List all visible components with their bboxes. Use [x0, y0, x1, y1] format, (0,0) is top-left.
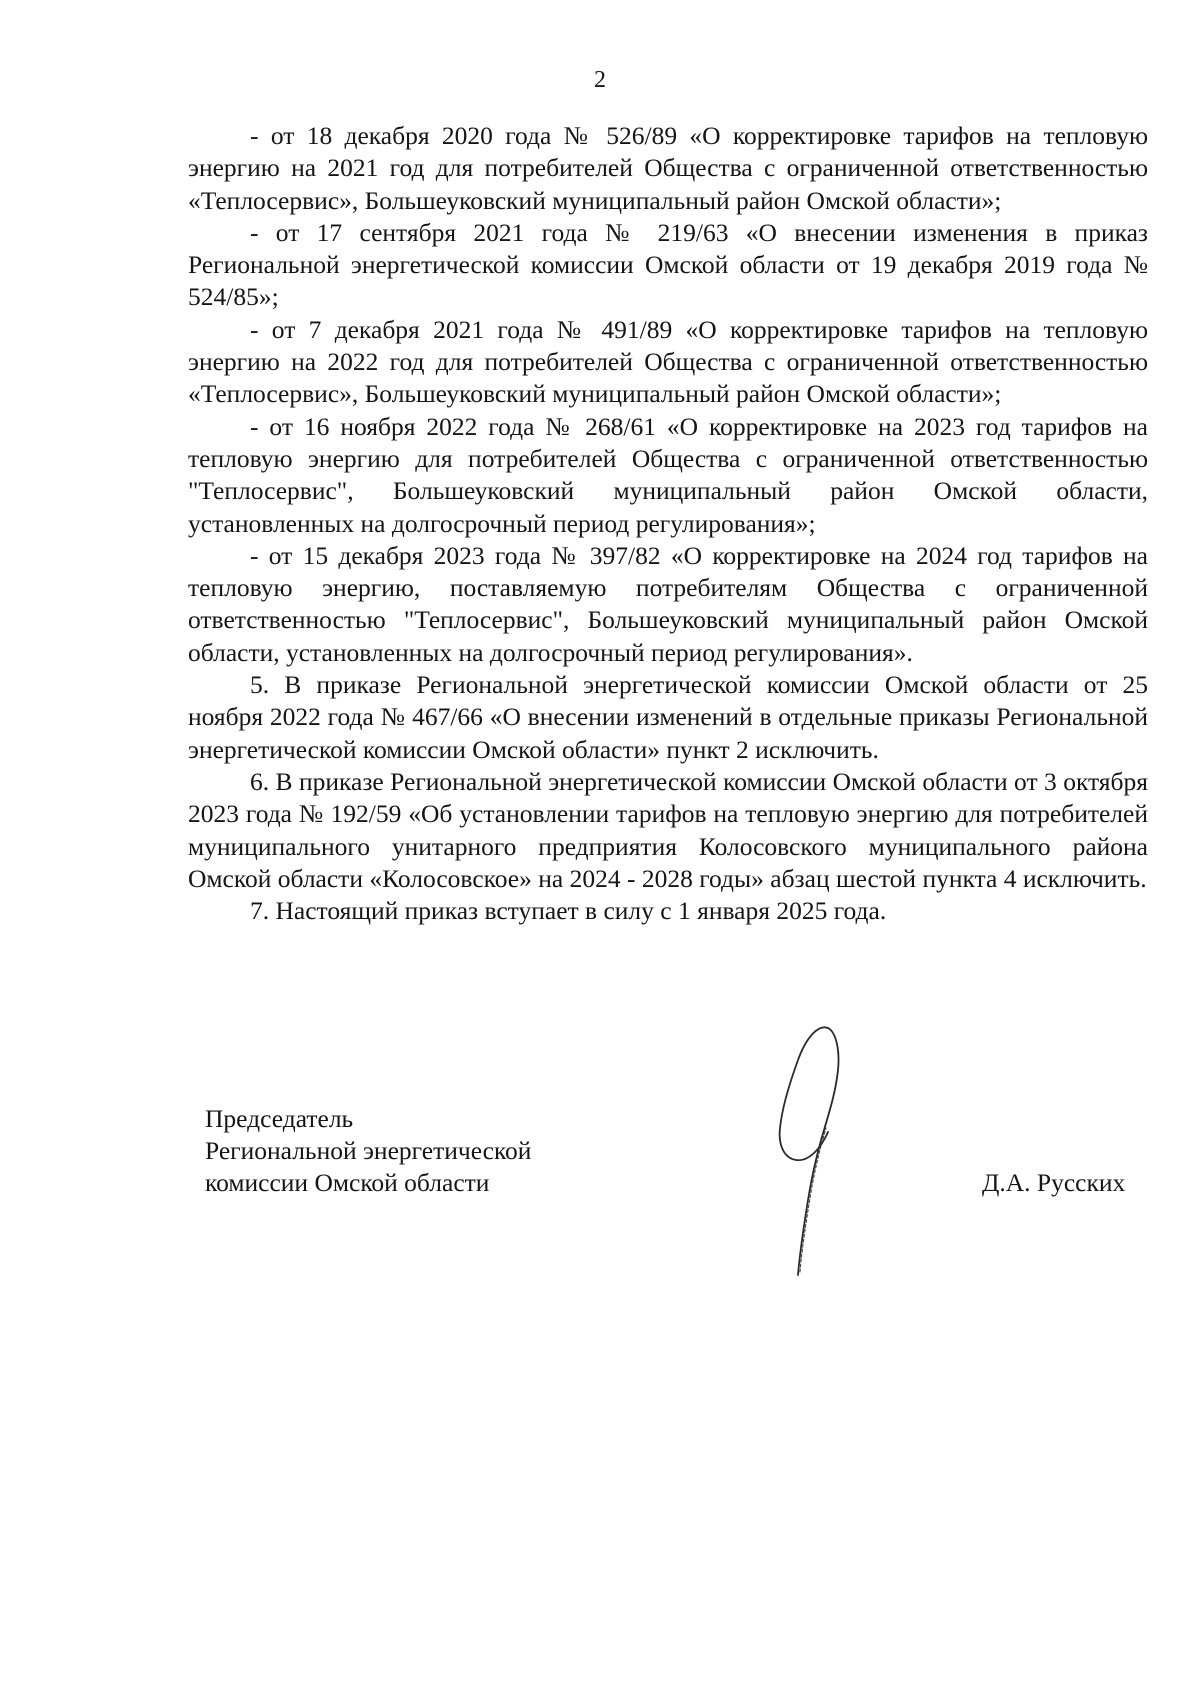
- document-body: [188, 120, 1148, 927]
- paragraph-order-268-61: - от 16 ноября 2022 года № 268/61 «О корректировке на 2023 год тарифов на тепловую энергию для потребителей Общества с ограниченной ответственностью "Теплосервис", Большеуковский муниципальный район Омской области, установленных на долгосрочный период регулирования»;: [188, 411, 1148, 538]
- signatory-title-line: Региональной энергетической: [205, 1136, 532, 1165]
- paragraph-order-397-82: - от 15 декабря 2023 года № 397/82 «О корректировке на 2024 год тарифов на тепловую энергию, поставляемую потребителям Общества с ограниченной ответственностью "Теплосервис", Большеуковский муниципальный район Омской области, установленных на долгосрочный период регулирования».: [188, 540, 1148, 667]
- paragraph-item-6: 6. В приказе Региональной энергетической комиссии Омской области от 3 октября 2023 года № 192/59 «Об установлении тарифов на тепловую энергию для потребителей муниципального унитарного предприятия Колосовского муниципального района Омской области «Колосовское» на 2024 - 2028 годы» абзац шестой пункта 4 исключить.: [188, 766, 1148, 893]
- paragraph-order-526-89: - от 18 декабря 2020 года № 526/89 «О корректировке тарифов на тепловую энергию на 2021 год для потребителей Общества с ограниченной ответственностью «Теплосервис», Большеуковский муниципальный район Омской области»;: [188, 121, 1148, 215]
- signatory-title-line: комиссии Омской области: [205, 1168, 490, 1197]
- page-number: 2: [594, 67, 606, 93]
- paragraph-order-219-63: - от 17 сентября 2021 года № 219/63 «О внесении изменения в приказ Региональной энергетической комиссии Омской области от 19 декабря 2019 года № 524/85»;: [188, 217, 1148, 312]
- paragraph-order-491-89: - от 7 декабря 2021 года № 491/89 «О корректировке тарифов на тепловую энергию на 2022 год для потребителей Общества с ограниченной ответственностью «Теплосервис», Большеуковский муниципальный район Омской области»;: [188, 314, 1148, 409]
- signatory-title-line: Председатель: [205, 1104, 354, 1133]
- signatory-title: [205, 1103, 531, 1199]
- signatory-name: Д.А. Русских: [982, 1168, 1126, 1197]
- paragraph-item-7: 7. Настоящий приказ вступает в силу с 1 января 2025 года.: [250, 896, 887, 926]
- handwritten-signature-icon: [740, 1020, 880, 1280]
- paragraph-item-5: 5. В приказе Региональной энергетической комиссии Омской области от 25 ноября 2022 года № 467/66 «О внесении изменений в отдельные приказы Региональной энергетической комиссии Омской области» пункт 2 исключить.: [188, 670, 1148, 764]
